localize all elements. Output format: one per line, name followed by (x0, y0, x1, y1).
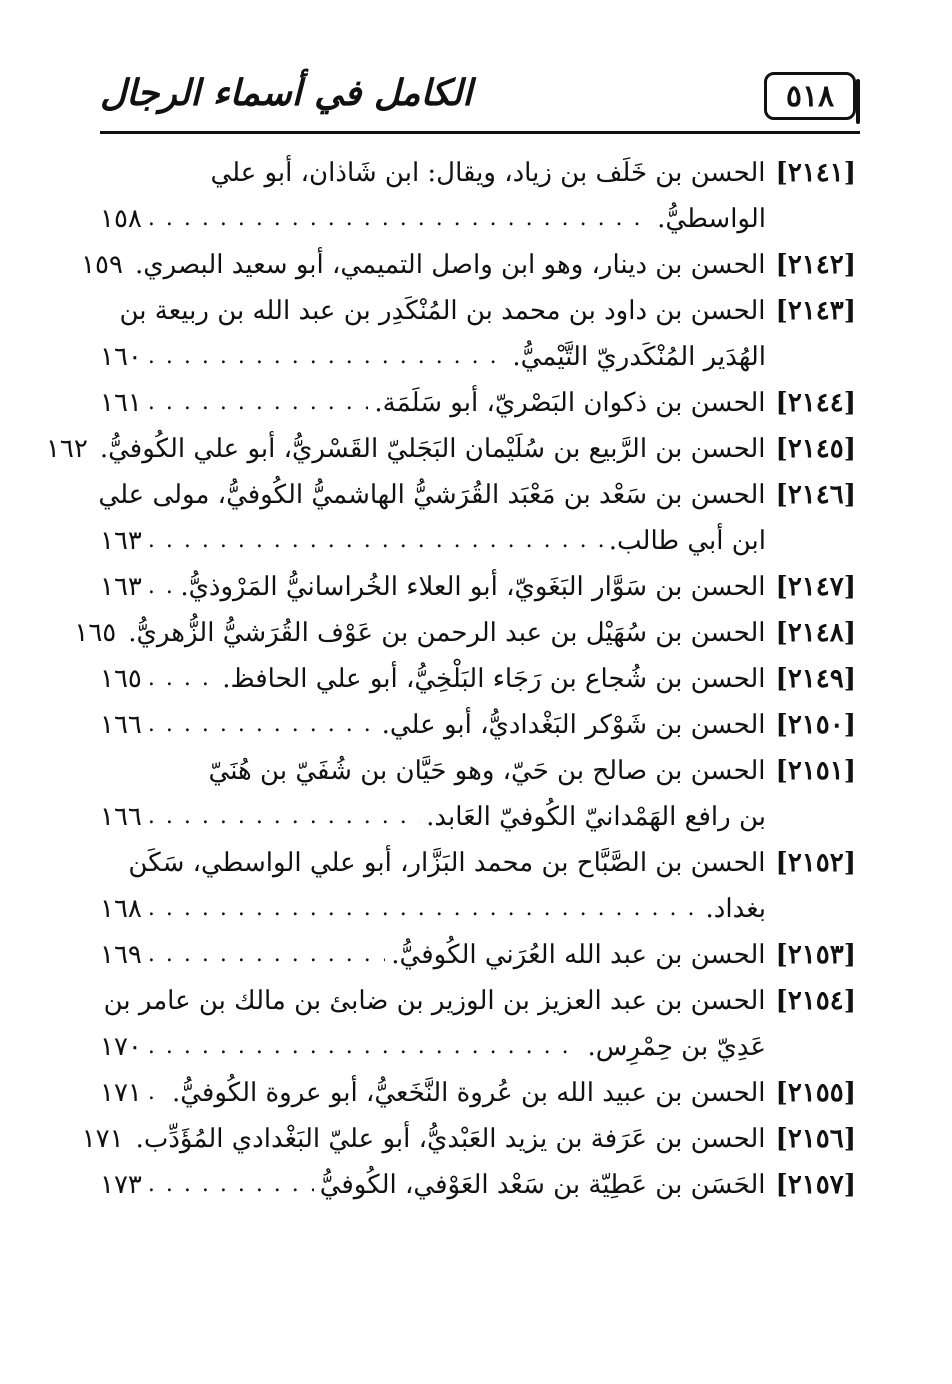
entry-text: عَدِيّ بن حِمْرِس. (587, 1032, 766, 1062)
index-entry-line (100, 150, 856, 196)
index-entry-line (100, 656, 856, 702)
page-header (100, 64, 856, 134)
entry-page-number: ١٦٨ (100, 894, 142, 924)
entry-text: الحسن بن داود بن محمد بن المُنْكَدِر بن عبد الله بن ربيعة بن (119, 296, 766, 326)
entry-page-number: ١٦٩ (100, 940, 142, 970)
entry-number: [٢١٥٧] (775, 1170, 856, 1200)
entry-number: [٢١٥٥] (775, 1078, 856, 1108)
index-entries (45, 150, 856, 1208)
dot-leader (148, 196, 651, 242)
index-entry-line (100, 932, 856, 978)
index-entry-line (100, 1162, 856, 1208)
dot-leader (148, 932, 385, 978)
index-entry-line (100, 702, 856, 748)
index-entry-line (81, 242, 856, 288)
entry-page-number: ١٦٦ (100, 802, 142, 832)
entry-page-number: ١٦١ (100, 388, 142, 418)
entry-number: [٢١٤٩] (775, 664, 856, 694)
entry-text: الهُدَير المُنْكَدريّ التَّيْميُّ. (512, 342, 766, 372)
index-entry-line (100, 334, 856, 380)
dot-leader (148, 1070, 166, 1116)
entry-number: [٢١٥٤] (775, 986, 856, 1016)
entry-number: [٢١٤١] (775, 158, 856, 188)
page-number-box (764, 72, 856, 120)
entry-text: الحسن بن ذكوان البَصْريّ، أبو سَلَمَة. (374, 388, 766, 418)
index-entry-line (45, 426, 856, 472)
entry-page-number: ١٥٩ (81, 250, 123, 280)
entry-text: الحسن بن عبد العزيز بن الوزير بن ضابئ بن مالك بن عامر بن (103, 986, 766, 1016)
entry-text: بن رافع الهَمْدانيّ الكُوفيّ العَابد. (426, 802, 766, 832)
entry-text: بغداد. (705, 894, 766, 924)
entry-page-number: ١٧١ (81, 1124, 124, 1154)
index-entry-line (81, 1116, 856, 1162)
entry-page-number: ١٦٥ (74, 618, 117, 648)
entry-text: الحسن بن سُهَيْل بن عبد الرحمن بن عَوْف القُرَشيُّ الزُّهريُّ. (128, 618, 766, 648)
dot-leader (148, 794, 420, 840)
entry-text: الحسن بن شَوْكر البَغْداديُّ، أبو علي. (381, 710, 766, 740)
index-entry-line (100, 1070, 856, 1116)
entry-text: الحسن بن شُجاع بن رَجَاء البَلْخِيُّ، أبو علي الحافظ. (222, 664, 766, 694)
index-entry-line (100, 288, 856, 334)
index-entry-line (100, 840, 856, 886)
entry-number: [٢١٤٤] (775, 388, 856, 418)
dot-leader (148, 518, 603, 564)
entry-number: [٢١٥١] (775, 756, 856, 786)
index-entry-line (100, 978, 856, 1024)
dot-leader (148, 564, 174, 610)
entry-text: الحسن بن الصَّبَّاح بن محمد البَزَّار، أبو علي الواسطي، سَكَن (128, 848, 766, 878)
entry-page-number: ١٧١ (100, 1078, 142, 1108)
entry-text: الواسطيُّ. (657, 204, 766, 234)
entry-number: [٢١٤٢] (775, 250, 856, 280)
index-entry-line (100, 472, 856, 518)
entry-text: الحسن بن عبد الله العُرَني الكُوفيُّ. (391, 940, 766, 970)
index-entry-line (100, 380, 856, 426)
entry-text: الحسن بن دينار، وهو ابن واصل التميمي، أبو سعيد البصري. (134, 250, 766, 280)
dot-leader (148, 1162, 314, 1208)
index-entry-line (100, 886, 856, 932)
entry-text: ابن أبي طالب. (608, 526, 766, 556)
entry-text: الحسن بن خَلَف بن زياد، ويقال: ابن شَاذان، أبو علي (210, 158, 766, 188)
index-entry-line (100, 196, 856, 242)
index-entry-line (100, 1024, 856, 1070)
entry-text: الحسن بن عَرَفة بن يزيد العَبْديُّ، أبو عليّ البَغْدادي المُؤَدِّب. (135, 1124, 766, 1154)
entry-page-number: ١٦٣ (100, 572, 142, 602)
entry-number: [٢١٤٥] (775, 434, 856, 464)
header-rule (100, 131, 860, 134)
dot-leader (148, 380, 368, 426)
dot-leader (148, 886, 700, 932)
entry-number: [٢١٤٨] (775, 618, 856, 648)
entry-text: الحَسَن بن عَطِيّة بن سَعْد العَوْفي، الكُوفيُّ (319, 1170, 766, 1200)
dot-leader (148, 702, 376, 748)
entry-number: [٢١٥٣] (775, 940, 856, 970)
entry-page-number: ١٧٣ (100, 1170, 142, 1200)
entry-text: الحسن بن الرَّبيع بن سُلَيْمان البَجَليّ القَسْريُّ، أبو علي الكُوفيُّ. (99, 434, 766, 464)
dot-leader (148, 656, 216, 702)
entry-text: الحسن بن سَوَّار البَغَويّ، أبو العلاء الخُراسانيُّ المَرْوذيُّ. (180, 572, 766, 602)
index-entry-line (74, 610, 856, 656)
index-entry-line (100, 564, 856, 610)
entry-page-number: ١٧٠ (100, 1032, 142, 1062)
entry-page-number: ١٦٣ (100, 526, 142, 556)
entry-page-number: ١٦٥ (100, 664, 142, 694)
entry-text: الحسن بن سَعْد بن مَعْبَد القُرَشيُّ الهاشميُّ الكُوفيُّ، مولى علي (98, 480, 766, 510)
entry-number: [٢١٥٢] (775, 848, 856, 878)
entry-number: [٢١٥٦] (775, 1124, 856, 1154)
dot-leader (148, 1024, 582, 1070)
entry-text: الحسن بن عبيد الله بن عُروة النَّخَعيُّ، أبو عروة الكُوفيُّ. (171, 1078, 766, 1108)
entry-page-number: ١٦٦ (100, 710, 142, 740)
entry-page-number: ١٥٨ (100, 204, 142, 234)
dot-leader (148, 334, 506, 380)
entry-number: [٢١٤٦] (775, 480, 856, 510)
page-number: ٥١٨ (785, 78, 835, 114)
entry-number: [٢١٤٣] (775, 296, 856, 326)
index-entry-line (100, 518, 856, 564)
entry-text: الحسن بن صالح بن حَيّ، وهو حَيَّان بن شُفَيّ بن هُنَيّ (208, 756, 766, 786)
index-entry-line (100, 794, 856, 840)
entry-number: [٢١٤٧] (775, 572, 856, 602)
entry-page-number: ١٦٢ (45, 434, 88, 464)
entry-number: [٢١٥٠] (775, 710, 856, 740)
index-entry-line (100, 748, 856, 794)
entry-page-number: ١٦٠ (100, 342, 142, 372)
book-title: الكامل في أسماء الرجال (100, 72, 473, 114)
